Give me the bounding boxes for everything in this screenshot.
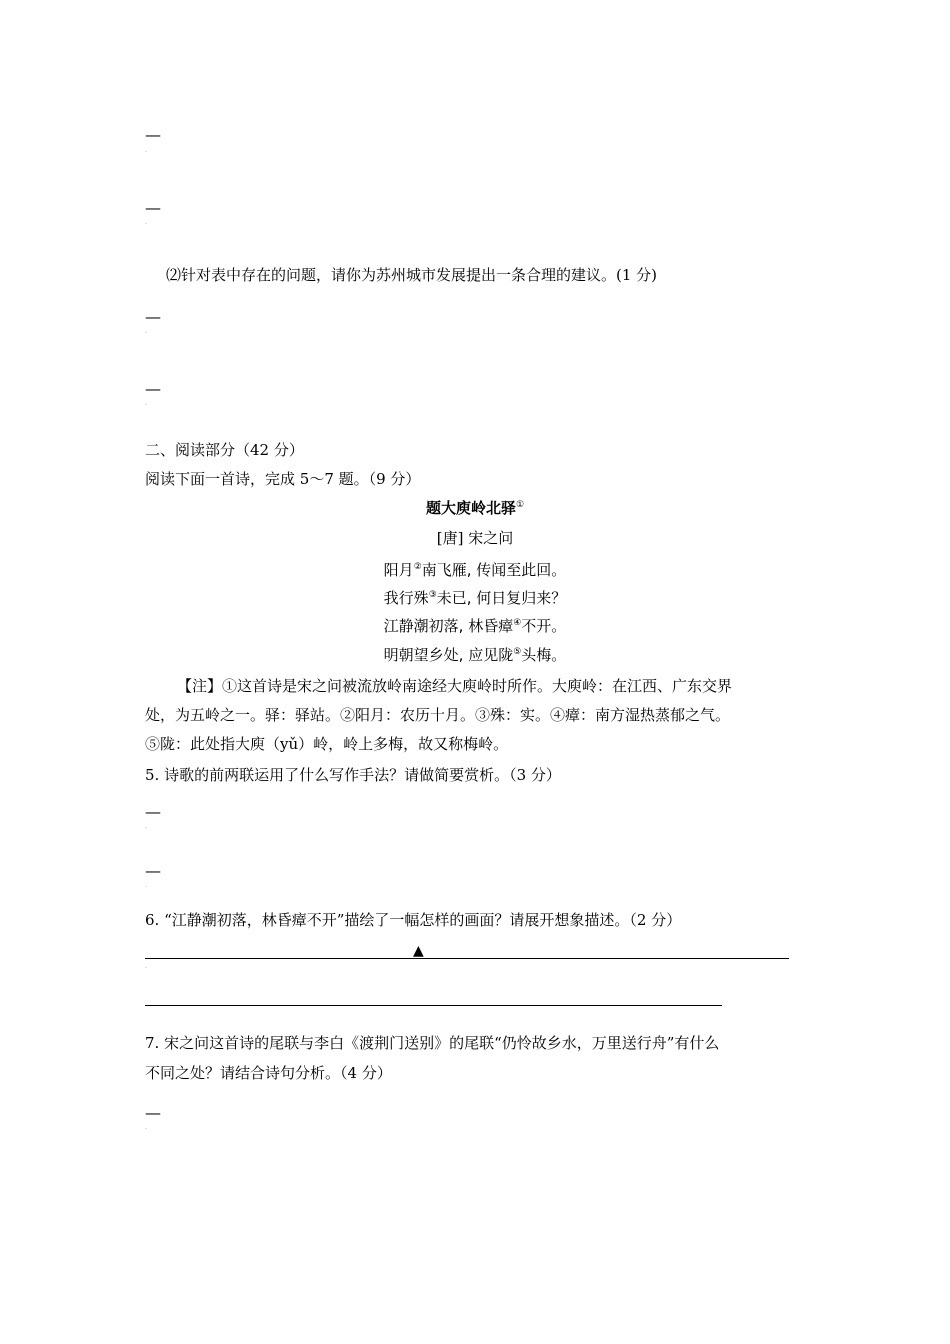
answer-blank-q5-2[interactable]: —	[145, 861, 161, 880]
answer-blank-2[interactable]: —	[145, 198, 161, 217]
reading-intro: 阅读下面一首诗，完成 5～7 题。（9 分）	[145, 470, 421, 488]
answer-blank-4[interactable]: —	[145, 379, 161, 398]
poem-text: 江静潮初落, 林昏瘴	[383, 617, 514, 635]
poem-notes-line-2: 处，为五岭之一。驿：驿站。②阳月：农历十月。③殊：实。④瘴：南方湿热蒸郁之气。	[145, 706, 731, 724]
question-6: 6. “江静潮初落，林昏瘴不开”描绘了一幅怎样的画面？请展开想象描述。（2 分）	[145, 911, 682, 929]
question-4-part-2: ⑵针对表中存在的问题，请你为苏州城市发展提出一条合理的建议。(1 分)	[166, 266, 658, 284]
poem-author: [唐] 宋之问	[436, 529, 514, 547]
poem-line-1	[0, 560, 950, 580]
section-heading: 二、阅读部分（42 分）	[145, 441, 304, 459]
poem-text: 阳月	[383, 561, 414, 579]
poem-notes-line-3: ⑤陇：此处指大庾（yǔ）岭，岭上多梅，故又称梅岭。	[145, 735, 509, 753]
poem-text: 南飞雁, 传闻至此回。	[421, 561, 567, 579]
poem-text: 明朝望乡处, 应见陇	[383, 646, 514, 664]
poem-text: 我行殊	[383, 589, 429, 607]
answer-line-q6-2[interactable]	[145, 1005, 722, 1006]
poem-text: 头梅。	[521, 646, 567, 664]
poem-footnote-ref: ③	[428, 590, 437, 600]
poem-title-line	[0, 498, 950, 518]
answer-line-q6-1[interactable]	[145, 958, 789, 959]
poem-footnote-ref: ⑤	[513, 647, 522, 657]
question-7-line-1: 7. 宋之问这首诗的尾联与李白《渡荆门送别》的尾联“仍怜故乡水，万里送行舟”有什么	[145, 1034, 720, 1052]
answer-blank-3[interactable]: —	[145, 307, 161, 326]
paragraph-mark: ·	[145, 330, 147, 337]
poem-line-3	[0, 616, 950, 636]
paragraph-mark: ·	[145, 149, 147, 156]
triangle-marker-icon: ▲	[413, 943, 424, 959]
paragraph-mark: ·	[145, 221, 147, 228]
question-5: 5. 诗歌的前两联运用了什么写作手法？请做简要赏析。（3 分）	[145, 766, 561, 784]
answer-blank-1[interactable]: —	[145, 125, 161, 144]
poem-footnote-ref: ④	[513, 618, 522, 628]
poem-line-2	[0, 588, 950, 608]
paragraph-mark: ·	[145, 825, 147, 832]
question-7-line-2: 不同之处？请结合诗句分析。（4 分）	[145, 1064, 392, 1082]
poem-line-4	[0, 645, 950, 665]
poem-text: 不开。	[521, 617, 567, 635]
paragraph-mark: ·	[145, 965, 147, 972]
poem-title: 题大庾岭北驿	[425, 499, 516, 517]
poem-footnote-ref: ②	[413, 562, 422, 572]
paragraph-mark: ·	[145, 1126, 147, 1133]
paragraph-mark: ·	[145, 884, 147, 891]
poem-text: 未已, 何日复归来？	[436, 589, 567, 607]
paragraph-mark: ·	[145, 402, 147, 409]
poem-title-note: ①	[515, 500, 525, 510]
answer-blank-q7-1[interactable]: —	[145, 1103, 161, 1122]
poem-notes-line-1: 【注】①这首诗是宋之问被流放岭南途经大庾岭时所作。大庾岭：在江西、广东交界	[177, 677, 733, 695]
answer-blank-q5-1[interactable]: —	[145, 802, 161, 821]
